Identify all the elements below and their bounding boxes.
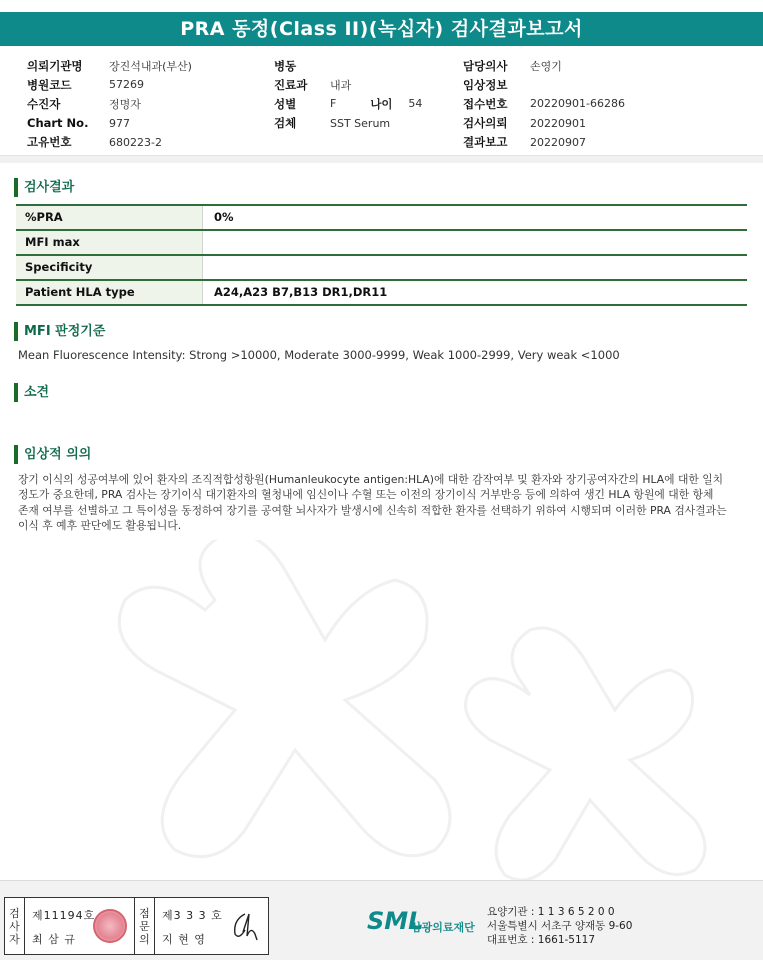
info-row-institution — [27, 56, 192, 75]
sml-logo — [367, 905, 487, 945]
reviewer-label-char: 의 — [139, 932, 150, 946]
info-row-doctor — [463, 56, 625, 75]
section-opinion-heading: 소견 — [14, 383, 49, 402]
info-row-chart-no — [27, 114, 192, 133]
seal-stamp-icon — [93, 909, 127, 943]
reviewer-license-no: 제3 3 3 호 — [162, 909, 223, 922]
info-label: 의뢰기관명 — [27, 58, 83, 73]
info-label: 병동 — [274, 58, 297, 73]
info-value: 장진석내과(부산) — [109, 59, 192, 73]
reviewer-label-char: 점 — [139, 906, 150, 920]
signature-box — [4, 897, 269, 955]
info-row-patient — [27, 94, 192, 113]
info-label: 고유번호 — [27, 135, 72, 150]
reviewer-label — [135, 898, 155, 954]
info-value: 20220901 — [530, 116, 586, 130]
reviewer-label-char: 문 — [139, 919, 150, 933]
report-footer — [0, 880, 763, 960]
tester-cell — [25, 898, 135, 954]
info-value: 977 — [109, 116, 130, 130]
info-row-receipt-no — [463, 94, 625, 113]
info-row-unique-no — [27, 133, 192, 152]
sml-logo-text: SML — [367, 907, 424, 935]
info-label: Chart No. — [27, 116, 89, 131]
address-line: 요양기관 : 1 1 3 6 5 2 0 0 — [487, 906, 615, 918]
info-value: 내과 — [330, 78, 352, 92]
info-row-report-date — [463, 133, 625, 152]
info-column-2 — [274, 56, 422, 133]
info-row-department — [274, 75, 422, 94]
organization-address — [487, 905, 632, 947]
age-label: 나이 — [370, 96, 393, 111]
info-value: SST Serum — [330, 116, 391, 130]
table-row — [16, 281, 747, 306]
clinical-significance-text — [18, 472, 746, 533]
mfi-criteria-text: Mean Fluorescence Intensity: Strong >10000, Moderate 3000-9999, Weak 1000-2999, Very weak <1000 — [18, 348, 620, 362]
table-row — [16, 206, 747, 231]
info-row-sex-age — [274, 94, 422, 113]
tester-name: 최 삼 규 — [32, 933, 76, 946]
info-value: 680223-2 — [109, 135, 162, 149]
info-label: 수진자 — [27, 96, 61, 111]
info-label: 담당의사 — [463, 58, 508, 73]
cross-watermark-icon — [0, 540, 763, 890]
row-value: A24,A23 B7,B13 DR1,DR11 — [214, 285, 388, 299]
report-title: PRA 동정(Class II)(녹십자) 검사결과보고서 — [0, 12, 763, 46]
info-value: 20220907 — [530, 135, 586, 149]
row-value — [203, 256, 747, 279]
table-row — [16, 231, 747, 256]
info-label: 결과보고 — [463, 135, 508, 150]
age-value: 54 — [408, 97, 423, 111]
tester-label-char: 자 — [9, 932, 20, 946]
clinical-line: 정도가 중요한데, PRA 검사는 장기이식 대기환자의 혈청내에 임신이나 수혈 또는 이전의 장기이식 거부반응 등에 의하여 생긴 HLA 항원에 대한 항체 — [18, 488, 714, 502]
info-row-clinical-info — [463, 75, 625, 94]
row-value — [203, 231, 747, 254]
info-label: 검체 — [274, 116, 297, 131]
info-label: 검사의뢰 — [463, 116, 508, 131]
info-row-specimen — [274, 114, 422, 133]
clinical-line: 장기 이식의 성공여부에 있어 환자의 조직적합성항원(Humanleukocyte antigen:HLA)에 대한 감작여부 및 환자와 장기공여자간의 HLA에 대한 일치 — [18, 473, 724, 486]
info-row-hospital-code — [27, 75, 192, 94]
signature-icon — [227, 908, 263, 944]
row-value: 0% — [214, 210, 234, 224]
info-value: 57269 — [109, 78, 144, 92]
table-row — [16, 256, 747, 281]
info-label: 성별 — [274, 96, 297, 111]
info-value: 정명자 — [109, 97, 141, 111]
info-label: 병원코드 — [27, 77, 72, 92]
row-label: %PRA — [16, 206, 203, 229]
address-line: 대표번호 : 1661-5117 — [487, 934, 596, 946]
section-mfi-heading: MFI 판정기준 — [14, 322, 105, 341]
results-table — [16, 204, 747, 306]
tester-label-char: 사 — [9, 919, 20, 933]
row-label: MFI max — [16, 231, 203, 254]
info-value: 손영기 — [530, 59, 562, 73]
info-row-request-date — [463, 114, 625, 133]
row-label: Specificity — [16, 256, 203, 279]
info-label: 임상정보 — [463, 77, 508, 92]
section-results-heading: 검사결과 — [14, 178, 74, 197]
info-value: 20220901-66286 — [530, 97, 625, 111]
info-value: F — [330, 97, 337, 111]
clinical-line: 이식 후 예후 판단에도 활용됩니다. — [18, 518, 182, 532]
info-label: 접수번호 — [463, 96, 508, 111]
address-line: 서울특별시 서초구 양재동 9-60 — [487, 920, 633, 932]
header-divider — [0, 155, 763, 163]
info-row-ward — [274, 56, 422, 75]
info-column-3 — [463, 56, 625, 152]
reviewer-name: 지 현 영 — [162, 933, 206, 946]
tester-label-char: 검 — [9, 906, 20, 920]
info-label: 진료과 — [274, 77, 308, 92]
reviewer-cell — [155, 898, 268, 954]
section-clinical-heading: 임상적 의의 — [14, 445, 91, 464]
tester-label — [5, 898, 25, 954]
clinical-line: 존재 여부를 선별하고 그 특이성을 동정하여 장기를 공여할 뇌사자가 발생시에 신속히 적합한 환자를 선택하기 위하여 시행되며 이러한 PRA 검사결과는 — [18, 503, 727, 517]
tester-license-no: 제11194호 — [32, 909, 96, 922]
organization-name: 삼광의료재단 — [411, 921, 475, 934]
row-label: Patient HLA type — [16, 281, 203, 304]
info-column-1 — [27, 56, 192, 152]
